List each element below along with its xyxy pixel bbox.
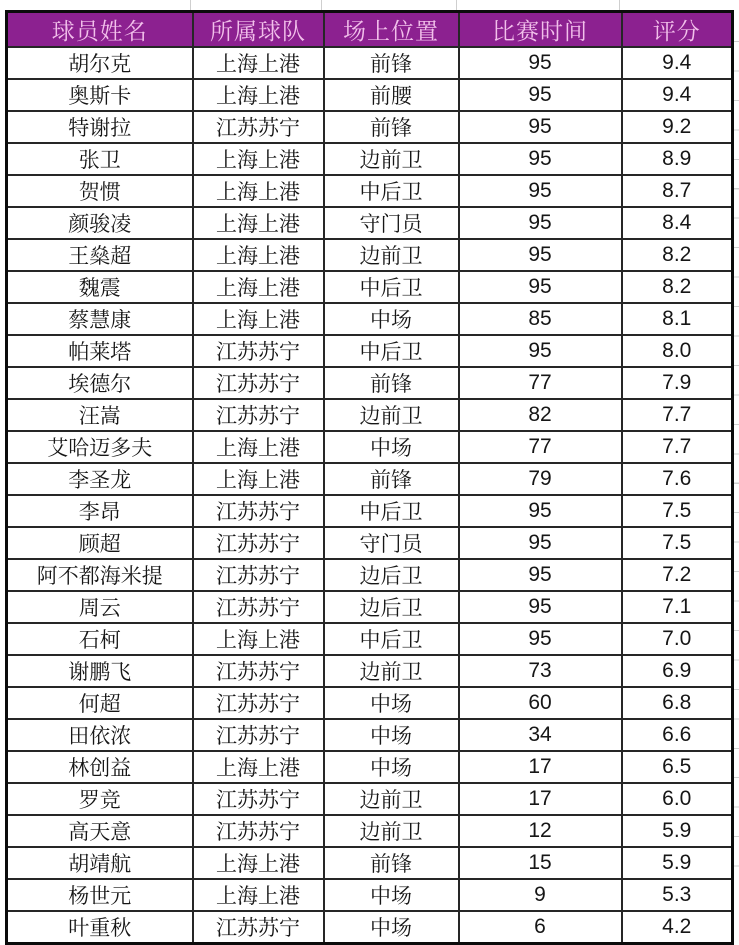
cell-position[interactable]: 边前卫 bbox=[324, 399, 459, 431]
table-row bbox=[7, 911, 733, 944]
table-row bbox=[7, 591, 733, 623]
cell-rating[interactable]: 6.8 bbox=[622, 687, 733, 719]
table-row bbox=[7, 847, 733, 879]
cell-position[interactable]: 前锋 bbox=[324, 47, 459, 79]
cell-position[interactable]: 中后卫 bbox=[324, 271, 459, 303]
cell-position[interactable]: 中场 bbox=[324, 687, 459, 719]
cell-position[interactable]: 中场 bbox=[324, 719, 459, 751]
cell-team[interactable]: 江苏苏宁 bbox=[193, 911, 324, 944]
cell-name[interactable]: 顾超 bbox=[7, 527, 193, 559]
cell-rating[interactable]: 7.2 bbox=[622, 559, 733, 591]
cell-rating[interactable]: 9.2 bbox=[622, 111, 733, 143]
table-row bbox=[7, 303, 733, 335]
cell-team[interactable]: 上海上港 bbox=[193, 847, 324, 879]
cell-name[interactable]: 王燊超 bbox=[7, 239, 193, 271]
table-row bbox=[7, 367, 733, 399]
cell-rating[interactable]: 4.2 bbox=[622, 911, 733, 944]
column-header-name[interactable]: 球员姓名 bbox=[7, 12, 193, 48]
cell-name[interactable]: 田依浓 bbox=[7, 719, 193, 751]
cell-rating[interactable]: 6.0 bbox=[622, 783, 733, 815]
cell-name[interactable]: 石柯 bbox=[7, 623, 193, 655]
cell-minutes[interactable]: 77 bbox=[459, 367, 622, 399]
cell-team[interactable]: 江苏苏宁 bbox=[193, 783, 324, 815]
table-row bbox=[7, 719, 733, 751]
table-row bbox=[7, 207, 733, 239]
cell-name[interactable]: 谢鹏飞 bbox=[7, 655, 193, 687]
cell-position[interactable]: 中场 bbox=[324, 303, 459, 335]
cell-name[interactable]: 张卫 bbox=[7, 143, 193, 175]
cell-rating[interactable]: 5.9 bbox=[622, 815, 733, 847]
cell-name[interactable]: 李昂 bbox=[7, 495, 193, 527]
table-row bbox=[7, 463, 733, 495]
column-header-team[interactable]: 所属球队 bbox=[193, 12, 324, 48]
table-row bbox=[7, 495, 733, 527]
table-row bbox=[7, 79, 733, 111]
margin-gridline bbox=[456, 0, 457, 10]
table-row bbox=[7, 655, 733, 687]
cell-position[interactable]: 边后卫 bbox=[324, 591, 459, 623]
cell-position[interactable]: 中场 bbox=[324, 751, 459, 783]
cell-position[interactable]: 中后卫 bbox=[324, 623, 459, 655]
cell-team[interactable]: 上海上港 bbox=[193, 463, 324, 495]
cell-rating[interactable]: 7.1 bbox=[622, 591, 733, 623]
table-row bbox=[7, 431, 733, 463]
cell-team[interactable]: 江苏苏宁 bbox=[193, 591, 324, 623]
cell-team[interactable]: 江苏苏宁 bbox=[193, 815, 324, 847]
cell-team[interactable]: 江苏苏宁 bbox=[193, 719, 324, 751]
cell-minutes[interactable]: 82 bbox=[459, 399, 622, 431]
margin-gridline bbox=[619, 0, 620, 10]
cell-position[interactable]: 守门员 bbox=[324, 527, 459, 559]
cell-minutes[interactable]: 95 bbox=[459, 111, 622, 143]
cell-position[interactable]: 边后卫 bbox=[324, 559, 459, 591]
cell-minutes[interactable]: 95 bbox=[459, 175, 622, 207]
cell-rating[interactable]: 9.4 bbox=[622, 47, 733, 79]
cell-name[interactable]: 埃德尔 bbox=[7, 367, 193, 399]
cell-team[interactable]: 上海上港 bbox=[193, 879, 324, 911]
cell-minutes[interactable]: 17 bbox=[459, 783, 622, 815]
cell-position[interactable]: 边前卫 bbox=[324, 239, 459, 271]
cell-position[interactable]: 前锋 bbox=[324, 111, 459, 143]
cell-team[interactable]: 上海上港 bbox=[193, 207, 324, 239]
cell-minutes[interactable]: 95 bbox=[459, 495, 622, 527]
margin-gridline bbox=[321, 0, 322, 10]
table-row bbox=[7, 815, 733, 847]
cell-name[interactable]: 高天意 bbox=[7, 815, 193, 847]
cell-team[interactable]: 上海上港 bbox=[193, 623, 324, 655]
cell-name[interactable]: 帕莱塔 bbox=[7, 335, 193, 367]
table-row bbox=[7, 143, 733, 175]
cell-name[interactable]: 汪嵩 bbox=[7, 399, 193, 431]
cell-position[interactable]: 边前卫 bbox=[324, 655, 459, 687]
cell-name[interactable]: 周云 bbox=[7, 591, 193, 623]
cell-name[interactable]: 阿不都海米提 bbox=[7, 559, 193, 591]
cell-team[interactable]: 江苏苏宁 bbox=[193, 399, 324, 431]
cell-name[interactable]: 贺惯 bbox=[7, 175, 193, 207]
cell-name[interactable]: 杨世元 bbox=[7, 879, 193, 911]
cell-name[interactable]: 叶重秋 bbox=[7, 911, 193, 944]
cell-team[interactable]: 江苏苏宁 bbox=[193, 527, 324, 559]
cell-minutes[interactable]: 95 bbox=[459, 239, 622, 271]
cell-rating[interactable]: 8.0 bbox=[622, 335, 733, 367]
cell-position[interactable]: 中后卫 bbox=[324, 175, 459, 207]
cell-position[interactable]: 边前卫 bbox=[324, 143, 459, 175]
cell-minutes[interactable]: 95 bbox=[459, 271, 622, 303]
cell-rating[interactable]: 7.9 bbox=[622, 367, 733, 399]
players-table bbox=[5, 10, 734, 945]
table-row bbox=[7, 879, 733, 911]
cell-minutes[interactable]: 79 bbox=[459, 463, 622, 495]
cell-name[interactable]: 胡靖航 bbox=[7, 847, 193, 879]
table-row bbox=[7, 47, 733, 79]
cell-minutes[interactable]: 60 bbox=[459, 687, 622, 719]
cell-team[interactable]: 上海上港 bbox=[193, 271, 324, 303]
cell-team[interactable]: 上海上港 bbox=[193, 751, 324, 783]
cell-position[interactable]: 守门员 bbox=[324, 207, 459, 239]
cell-name[interactable]: 魏震 bbox=[7, 271, 193, 303]
cell-minutes[interactable]: 12 bbox=[459, 815, 622, 847]
cell-position[interactable]: 前腰 bbox=[324, 79, 459, 111]
cell-rating[interactable]: 8.7 bbox=[622, 175, 733, 207]
cell-position[interactable]: 边前卫 bbox=[324, 815, 459, 847]
cell-team[interactable]: 上海上港 bbox=[193, 79, 324, 111]
table-header-row bbox=[7, 12, 733, 48]
cell-minutes[interactable]: 95 bbox=[459, 47, 622, 79]
cell-position[interactable]: 中后卫 bbox=[324, 495, 459, 527]
cell-team[interactable]: 江苏苏宁 bbox=[193, 559, 324, 591]
cell-rating[interactable]: 6.6 bbox=[622, 719, 733, 751]
cell-team[interactable]: 上海上港 bbox=[193, 47, 324, 79]
table-row bbox=[7, 751, 733, 783]
cell-rating[interactable]: 8.2 bbox=[622, 271, 733, 303]
cell-team[interactable]: 上海上港 bbox=[193, 143, 324, 175]
cell-rating[interactable]: 6.9 bbox=[622, 655, 733, 687]
table-row bbox=[7, 111, 733, 143]
column-header-minutes[interactable]: 比赛时间 bbox=[459, 12, 622, 48]
cell-minutes[interactable]: 9 bbox=[459, 879, 622, 911]
table-row bbox=[7, 335, 733, 367]
cell-position[interactable]: 前锋 bbox=[324, 367, 459, 399]
cell-position[interactable]: 中场 bbox=[324, 431, 459, 463]
table-row bbox=[7, 399, 733, 431]
cell-team[interactable]: 上海上港 bbox=[193, 175, 324, 207]
cell-rating[interactable]: 9.4 bbox=[622, 79, 733, 111]
cell-minutes[interactable]: 95 bbox=[459, 207, 622, 239]
cell-name[interactable]: 何超 bbox=[7, 687, 193, 719]
cell-name[interactable]: 艾哈迈多夫 bbox=[7, 431, 193, 463]
cell-name[interactable]: 特谢拉 bbox=[7, 111, 193, 143]
cell-minutes[interactable]: 17 bbox=[459, 751, 622, 783]
cell-position[interactable]: 前锋 bbox=[324, 463, 459, 495]
cell-minutes[interactable]: 95 bbox=[459, 79, 622, 111]
table-row bbox=[7, 271, 733, 303]
cell-rating[interactable]: 8.2 bbox=[622, 239, 733, 271]
cell-rating[interactable]: 5.3 bbox=[622, 879, 733, 911]
cell-name[interactable]: 罗竞 bbox=[7, 783, 193, 815]
cell-name[interactable]: 蔡慧康 bbox=[7, 303, 193, 335]
cell-name[interactable]: 胡尔克 bbox=[7, 47, 193, 79]
cell-rating[interactable]: 7.5 bbox=[622, 495, 733, 527]
cell-minutes[interactable]: 95 bbox=[459, 591, 622, 623]
cell-minutes[interactable]: 85 bbox=[459, 303, 622, 335]
cell-minutes[interactable]: 95 bbox=[459, 527, 622, 559]
cell-team[interactable]: 江苏苏宁 bbox=[193, 495, 324, 527]
cell-team[interactable]: 上海上港 bbox=[193, 239, 324, 271]
cell-rating[interactable]: 7.6 bbox=[622, 463, 733, 495]
cell-name[interactable]: 林创益 bbox=[7, 751, 193, 783]
cell-position[interactable]: 中后卫 bbox=[324, 335, 459, 367]
cell-team[interactable]: 上海上港 bbox=[193, 303, 324, 335]
column-header-position[interactable]: 场上位置 bbox=[324, 12, 459, 48]
cell-minutes[interactable]: 15 bbox=[459, 847, 622, 879]
cell-rating[interactable]: 8.9 bbox=[622, 143, 733, 175]
cell-position[interactable]: 中场 bbox=[324, 879, 459, 911]
cell-rating[interactable]: 8.4 bbox=[622, 207, 733, 239]
cell-rating[interactable]: 6.5 bbox=[622, 751, 733, 783]
table-row bbox=[7, 175, 733, 207]
cell-rating[interactable]: 7.0 bbox=[622, 623, 733, 655]
table-row bbox=[7, 239, 733, 271]
cell-position[interactable]: 前锋 bbox=[324, 847, 459, 879]
cell-rating[interactable]: 5.9 bbox=[622, 847, 733, 879]
table-row bbox=[7, 623, 733, 655]
cell-position[interactable]: 中场 bbox=[324, 911, 459, 944]
cell-minutes[interactable]: 34 bbox=[459, 719, 622, 751]
cell-rating[interactable]: 7.7 bbox=[622, 399, 733, 431]
cell-team[interactable]: 江苏苏宁 bbox=[193, 687, 324, 719]
cell-name[interactable]: 奥斯卡 bbox=[7, 79, 193, 111]
cell-rating[interactable]: 7.5 bbox=[622, 527, 733, 559]
cell-team[interactable]: 江苏苏宁 bbox=[193, 367, 324, 399]
cell-team[interactable]: 上海上港 bbox=[193, 431, 324, 463]
cell-minutes[interactable]: 6 bbox=[459, 911, 622, 944]
cell-minutes[interactable]: 95 bbox=[459, 623, 622, 655]
column-header-rating[interactable]: 评分 bbox=[622, 12, 733, 48]
cell-minutes[interactable]: 95 bbox=[459, 559, 622, 591]
table-row bbox=[7, 559, 733, 591]
margin-gridline bbox=[190, 0, 191, 10]
cell-minutes[interactable]: 95 bbox=[459, 143, 622, 175]
cell-rating[interactable]: 7.7 bbox=[622, 431, 733, 463]
cell-team[interactable]: 江苏苏宁 bbox=[193, 655, 324, 687]
cell-minutes[interactable]: 77 bbox=[459, 431, 622, 463]
table-row bbox=[7, 687, 733, 719]
cell-position[interactable]: 边前卫 bbox=[324, 783, 459, 815]
cell-name[interactable]: 颜骏凌 bbox=[7, 207, 193, 239]
cell-team[interactable]: 江苏苏宁 bbox=[193, 335, 324, 367]
cell-team[interactable]: 江苏苏宁 bbox=[193, 111, 324, 143]
cell-name[interactable]: 李圣龙 bbox=[7, 463, 193, 495]
cell-minutes[interactable]: 95 bbox=[459, 335, 622, 367]
table-row bbox=[7, 783, 733, 815]
cell-minutes[interactable]: 73 bbox=[459, 655, 622, 687]
table-row bbox=[7, 527, 733, 559]
cell-rating[interactable]: 8.1 bbox=[622, 303, 733, 335]
